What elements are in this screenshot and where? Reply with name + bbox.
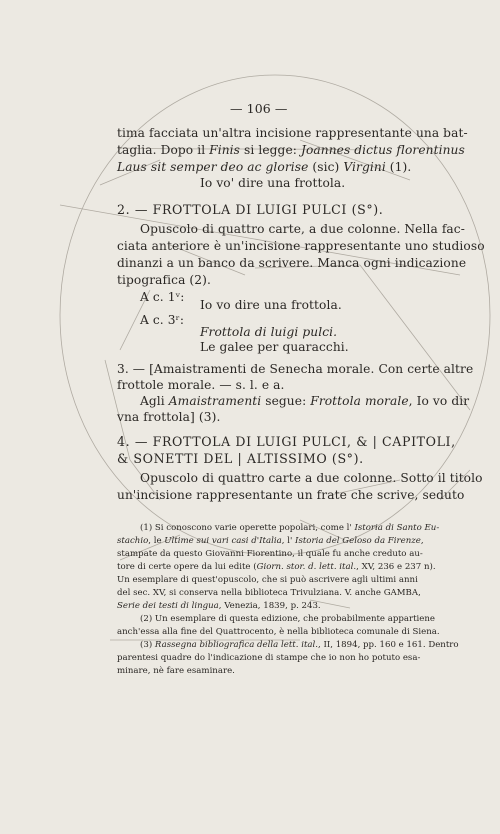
body-line: dinanzi a un banco da scrivere. Manca ogni indicazione	[117, 256, 467, 270]
footnote-line	[117, 601, 321, 612]
body-line	[117, 160, 411, 175]
text-run: stachio	[117, 536, 149, 546]
text-run: ,	[420, 536, 424, 546]
entry-heading: 4. — FROTTOLA DI LUIGI PULCI, & | CAPITOLI,	[117, 434, 456, 449]
text-run: Istoria del Geloso da Firenze	[295, 536, 421, 546]
footnote-line: parentesi quadre do l'indicazione di stampe che io non ho potuto esa-	[117, 653, 421, 663]
body-line: un'incisione rappresentante un frate che scrive, seduto	[117, 488, 465, 502]
leaf-label: A c. 1ᵛ:	[140, 290, 185, 304]
text-run: , XV, 236 e 237 n).	[356, 562, 436, 572]
body-line: Opuscolo di quattro carte a due colonne. Sotto il titolo	[140, 471, 483, 485]
entry-heading: 3. — [Amaistramenti de Senecha morale. Con certe altre	[117, 362, 474, 376]
entry-heading: & SONETTI DEL | ALTISSIMO (S°).	[117, 451, 364, 466]
text-run: taglia. Dopo il	[117, 143, 210, 157]
text-run: tore di certe opere da lui edite (	[117, 562, 257, 572]
footnote-line: Un esemplare di quest'opuscolo, che si può ascrivere agli ultimi anni	[117, 575, 418, 585]
body-line: vna frottola] (3).	[117, 410, 221, 424]
text-run: (3)	[140, 640, 155, 650]
footnote-line: (2) Un esemplare di questa edizione, che probabilmente appartiene	[140, 614, 436, 624]
text-run: Frottola morale	[310, 394, 409, 408]
text-run: Agli	[140, 394, 169, 408]
text-run: Virgini	[343, 160, 386, 174]
incipit-line: Io vo dire una frottola.	[200, 298, 342, 312]
body-line: frottole morale. — s. l. e a.	[117, 378, 285, 392]
text-run: Rassegna bibliografica della lett. ital.	[154, 640, 318, 650]
footnote-line	[140, 523, 439, 534]
text-run: Finis	[209, 143, 241, 157]
incipit-line: Le galee per quaracchi.	[200, 340, 349, 354]
text-run: , II, 1894, pp. 160 e 161. Dentro	[318, 640, 459, 650]
incipit-line: Frottola di luigi pulci.	[200, 325, 338, 339]
text-run: , le	[148, 536, 165, 546]
incipit-line: Io vo' dire una frottola.	[200, 176, 346, 190]
text-run: , Io vo dir	[408, 394, 470, 408]
text-run: si legge:	[240, 143, 301, 157]
text-run: (1) Si conoscono varie operette popolari, come l'	[140, 523, 355, 533]
text-run: , Venezia, 1839, p. 243.	[218, 601, 321, 611]
body-line: ciata anteriore è un'incisione rappresentante uno studioso	[117, 239, 485, 253]
text-run: Laus sit semper deo ac glorise	[117, 160, 309, 174]
footnote-line	[117, 562, 436, 573]
body-line: tipografica (2).	[117, 273, 211, 287]
text-run: Ultime sui vari casi d'Italia	[164, 536, 282, 546]
text-run: Giorn. stor. d. lett. ital.	[256, 562, 357, 572]
entry-heading: 2. — FROTTOLA DI LUIGI PULCI (S°).	[117, 202, 384, 217]
text-run: , l'	[281, 536, 296, 546]
leaf-label: A c. 3ʳ:	[140, 313, 185, 327]
text-run: (1).	[385, 160, 412, 174]
text-run: Amaistramenti	[168, 394, 262, 408]
body-line: Opuscolo di quattro carte, a due colonne. Nella fac-	[140, 222, 465, 236]
text-run: Istoria di Santo Eu-	[354, 523, 440, 533]
footnote-line: stampate da questo Giovanni Fiorentino, il quale fu anche creduto au-	[117, 549, 423, 559]
page-number: — 106 —	[230, 101, 288, 116]
body-line: tima facciata un'altra incisione rappresentante una bat-	[117, 126, 468, 140]
footnote-line: del sec. XV, si conserva nella biblioteca Trivulziana. V. anche GAMBA,	[117, 588, 421, 598]
text-run: Joannes dictus florentinus	[300, 143, 465, 157]
text-run: segue:	[261, 394, 311, 408]
body-line	[117, 143, 465, 158]
body-line	[140, 394, 469, 409]
footnote-line	[117, 536, 424, 547]
footnote-line: anch'essa alla fine del Quattrocento, è nella biblioteca comunale di Siena.	[117, 627, 440, 637]
text-run: Serie dei testi di lingua	[117, 601, 219, 611]
text-run: (sic)	[308, 160, 344, 174]
footnote-line	[140, 640, 459, 651]
footnote-line: minare, nè fare esaminare.	[117, 666, 235, 676]
